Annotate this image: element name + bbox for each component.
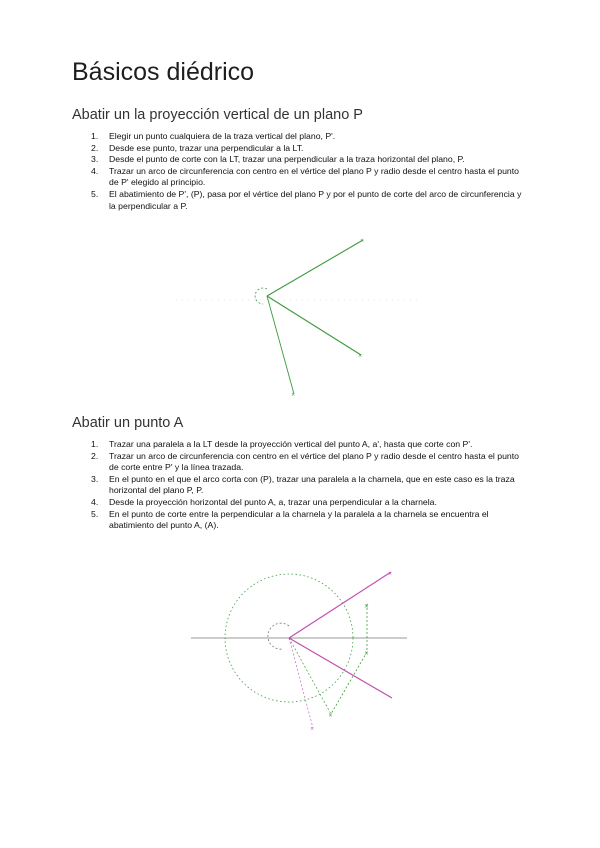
step-number: 5. (91, 188, 99, 199)
step-text: Desde ese punto, trazar una perpendicular a la LT. (109, 142, 304, 153)
point-marker: × (364, 603, 370, 610)
diagram-abatir-punto (186, 566, 416, 736)
page-title: Básicos diédrico (72, 58, 255, 86)
step-number: 5. (91, 508, 99, 519)
list-item (72, 154, 524, 166)
list-item (72, 474, 524, 497)
step-number: 4. (91, 496, 99, 507)
step-number: 4. (91, 165, 99, 176)
step-number: 1. (91, 131, 99, 141)
point-marker: × (291, 392, 296, 398)
list-item (72, 143, 524, 155)
step-text: El abatimiento de P', (P), pasa por el vértice del plano P y por el punto de corte del arco de circunferencia y la perpendicular a P. (109, 188, 522, 211)
list-item (72, 497, 524, 509)
step-text: Trazar un arco de circunferencia con centro en el vértice del plano P y radio desde el centro hasta el punto de P' elegido al principio. (109, 165, 520, 188)
point-marker: × (388, 571, 393, 577)
perpendicular-to-charnela (331, 650, 370, 714)
point-marker: × (364, 650, 370, 657)
step-text: Desde el punto de corte con la LT, trazar una perpendicular a la traza horizontal del plano, P. (109, 154, 465, 165)
section-heading-abatir-punto: Abatir un punto A (72, 415, 184, 431)
step-text: En el punto de corte entre la perpendicular a la charnela y la paralela a la charnela se encuentra el abatimiento del punto A, (A). (109, 508, 489, 531)
step-number: 1. (91, 439, 99, 449)
diagram-abatir-plano (170, 232, 430, 400)
section-heading-abatir-plano: Abatir un la proyección vertical de un plano P (72, 107, 363, 123)
step-text: Trazar un arco de circunferencia con centro en el vértice del plano P y radio desde el centro hasta el punto de corte entre P' y la línea trazada. (109, 450, 520, 473)
abatido-line (289, 638, 313, 728)
step-number: 3. (91, 154, 99, 165)
list-item (72, 131, 524, 143)
step-number: 3. (91, 473, 99, 484)
list-item (72, 166, 524, 189)
small-arc (268, 623, 289, 649)
point-marker: × (360, 238, 365, 244)
steps-list-abatir-plano (72, 131, 524, 212)
step-number: 2. (91, 450, 99, 461)
list-item (72, 451, 524, 474)
step-number: 2. (91, 142, 99, 153)
steps-list-abatir-punto (72, 439, 524, 532)
step-text: Elegir un punto cualquiera de la traza vertical del plano, P'. (109, 131, 336, 141)
point-marker: × (310, 726, 315, 732)
list-item (72, 439, 524, 451)
vertical-trace-p-prime (289, 572, 391, 638)
step-text: Trazar una paralela a la LT desde la proyección vertical del punto A, a', hasta que corte con P'. (109, 439, 473, 449)
list-item (72, 509, 524, 532)
step-text: En el punto en el que el arco corta con (P), trazar una paralela a la charnela, que en este caso es la traza horizontal del plano P, P. (109, 473, 515, 496)
list-item (72, 189, 524, 212)
construction-arc (255, 288, 267, 304)
vertical-trace-p-prime (267, 240, 363, 296)
point-marker: × (358, 353, 363, 359)
parallel-to-charnela (289, 638, 331, 714)
point-marker: × (328, 712, 334, 719)
step-text: Desde la proyección horizontal del punto A, a, trazar una perpendicular a la charnela. (109, 496, 437, 507)
horizontal-trace-p (289, 638, 392, 698)
